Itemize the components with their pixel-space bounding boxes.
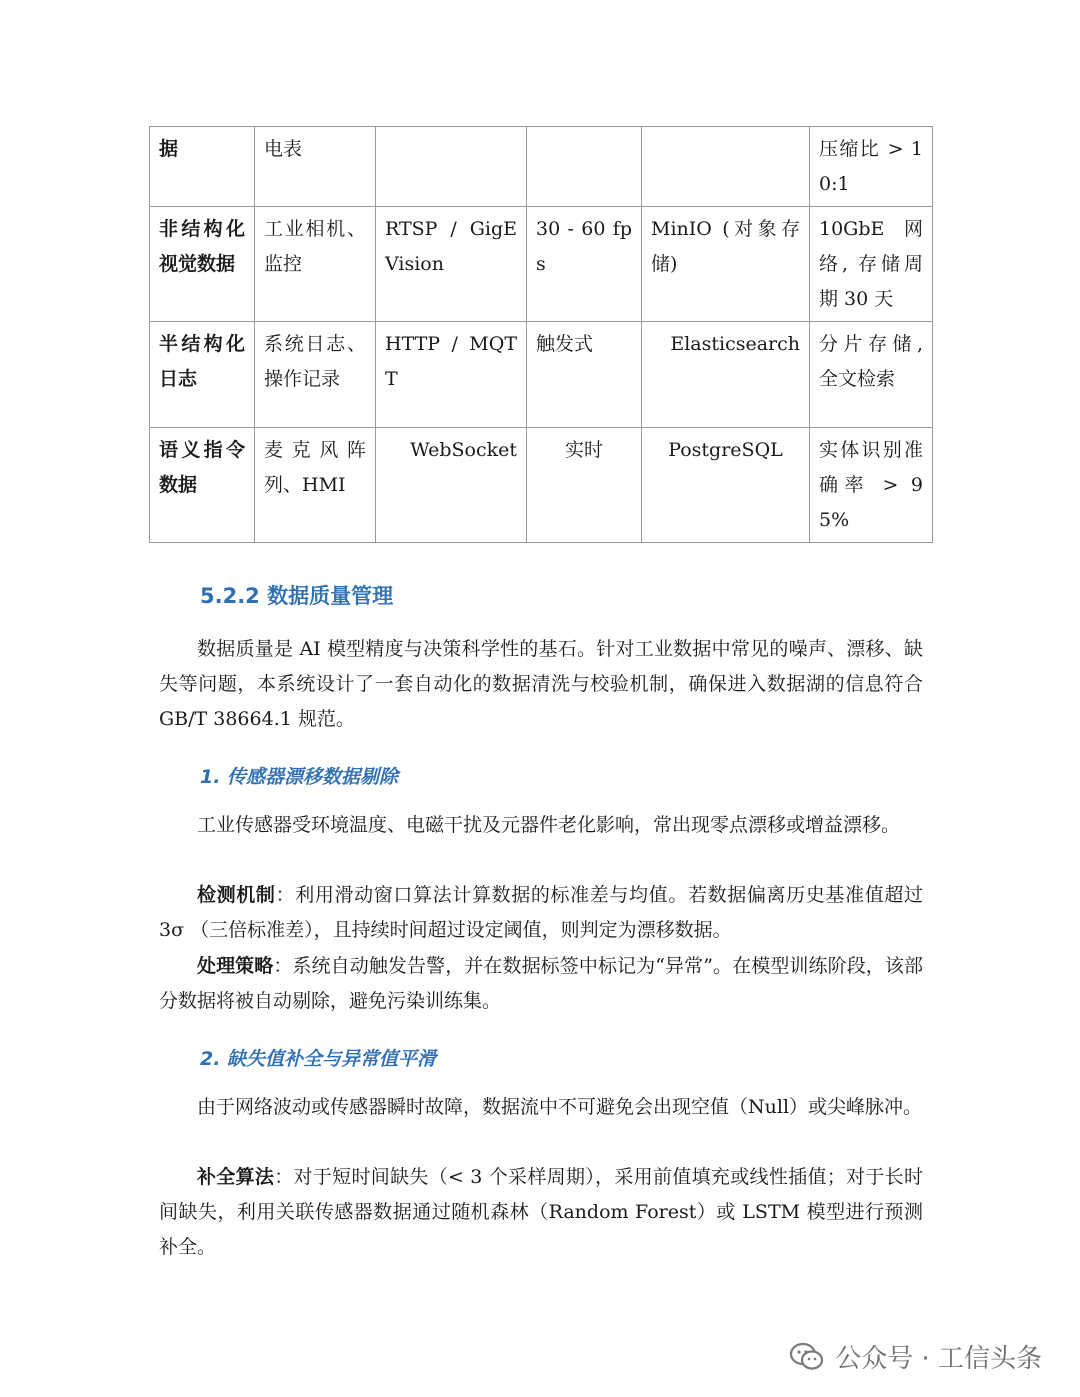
- table-cell: 据: [150, 127, 255, 207]
- table-cell: 工业相机、监控: [255, 207, 376, 322]
- watermark: [789, 1338, 1042, 1375]
- fill-text: ：对于短时间缺失（< 3 个采样周期），采用前值填充或线性插值；对于长时间缺失，利用关联传感器数据通过随机森林（Random Forest）或 LSTM 模型进行预测补全。: [159, 1166, 923, 1258]
- table-row: [150, 322, 933, 428]
- table-cell: 麦克风阵列、HMI: [255, 428, 376, 543]
- table-cell: 实体识别准确率 > 95%: [810, 428, 933, 543]
- detect-paragraph: [159, 878, 923, 948]
- table-cell: HTTP / MQTT: [376, 322, 527, 428]
- table-row: [150, 428, 933, 543]
- table-cell: [527, 127, 642, 207]
- fill-paragraph: [159, 1160, 923, 1265]
- table-cell: 实时: [527, 428, 642, 543]
- table-cell: 系统日志、操作记录: [255, 322, 376, 428]
- table-cell: PostgreSQL: [642, 428, 810, 543]
- table-cell: 30 - 60 fps: [527, 207, 642, 322]
- subsection-heading-missing: 2. 缺失值补全与异常值平滑: [200, 1048, 437, 1070]
- handle-paragraph: [159, 949, 923, 1019]
- missing-paragraph: 由于网络波动或传感器瞬时故障，数据流中不可避免会出现空值（Null）或尖峰脉冲。: [197, 1096, 923, 1118]
- handle-text: ：系统自动触发告警，并在数据标签中标记为“异常”。在模型训练阶段，该部分数据将被自动剔除，避免污染训练集。: [159, 955, 923, 1012]
- drift-paragraph: 工业传感器受环境温度、电磁干扰及元器件老化影响，常出现零点漂移或增益漂移。: [197, 814, 901, 836]
- table-cell: 半结构化日志: [150, 322, 255, 428]
- detect-text: ：利用滑动窗口算法计算数据的标准差与均值。若数据偏离历史基准值超过 3σ （三倍标准差），且持续时间超过设定阈值，则判定为漂移数据。: [159, 884, 923, 941]
- table-cell: [642, 127, 810, 207]
- table-cell: [376, 127, 527, 207]
- section-heading: 5.2.2 数据质量管理: [200, 584, 394, 608]
- table-cell: 电表: [255, 127, 376, 207]
- subsection-heading-drift: 1. 传感器漂移数据剔除: [200, 766, 399, 788]
- fill-label: 补全算法: [197, 1166, 275, 1188]
- table-cell: 压缩比 > 10:1: [810, 127, 933, 207]
- data-sources-table: [149, 126, 933, 543]
- intro-paragraph: 数据质量是 AI 模型精度与决策科学性的基石。针对工业数据中常见的噪声、漂移、缺失等问题，本系统设计了一套自动化的数据清洗与校验机制，确保进入数据湖的信息符合 GB/T 38664.1 规范。: [159, 638, 923, 730]
- wechat-icon: [789, 1342, 825, 1372]
- table-cell: Elasticsearch: [642, 322, 810, 428]
- table-cell: 语义指令数据: [150, 428, 255, 543]
- table-cell: 10GbE 网络, 存储周期 30 天: [810, 207, 933, 322]
- table-cell: 非结构化视觉数据: [150, 207, 255, 322]
- table-cell: 触发式: [527, 322, 642, 428]
- table-cell: MinIO (对象存储): [642, 207, 810, 322]
- table-cell: WebSocket: [376, 428, 527, 543]
- table-cell: RTSP / GigE Vision: [376, 207, 527, 322]
- watermark-text: 公众号 · 工信头条: [835, 1344, 1042, 1374]
- detect-label: 检测机制: [197, 884, 276, 906]
- table-cell: 分片存储, 全文检索: [810, 322, 933, 428]
- table-row: [150, 127, 933, 207]
- table-row: [150, 207, 933, 322]
- handle-label: 处理策略: [197, 955, 274, 977]
